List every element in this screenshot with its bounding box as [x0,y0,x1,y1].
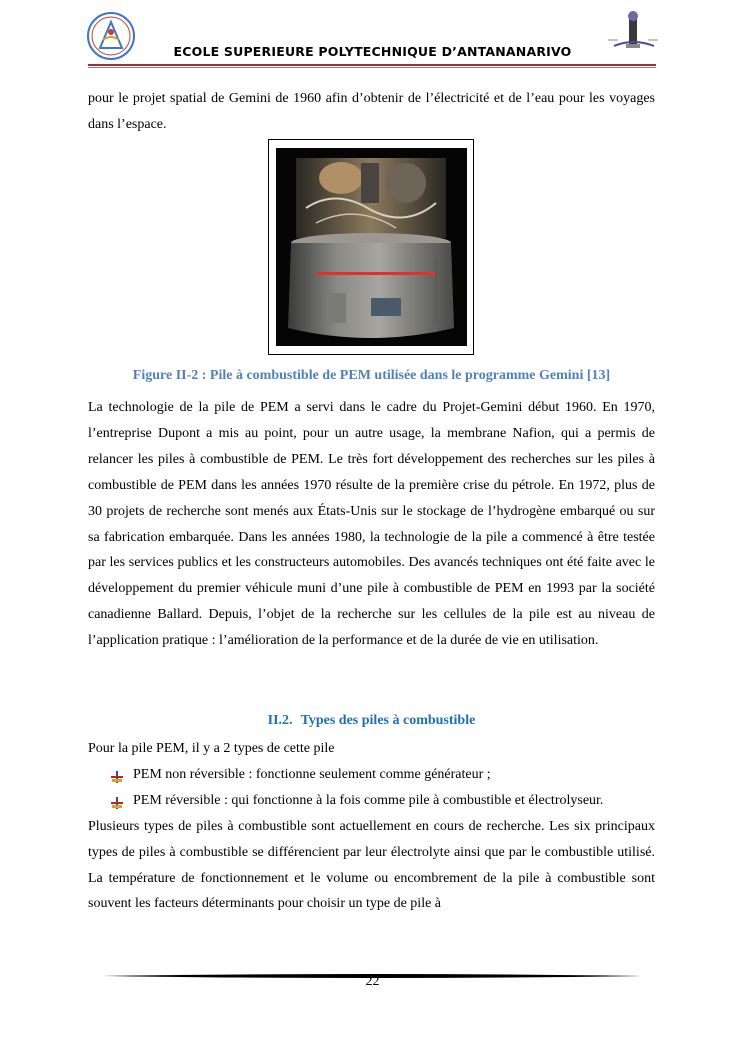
section-content [88,736,655,917]
list-intro: Pour la pile PEM, il y a 2 types de cette pile [88,741,335,756]
header-divider [88,64,656,68]
list-item [88,788,655,814]
section-heading [88,713,655,729]
bullet-marker-icon [110,768,124,782]
footer-divider [102,966,642,972]
list-item-text: PEM réversible : qui fonctionne à la fois comme pile à combustible et électrolyseur. [133,792,604,808]
closing-paragraph: Plusieurs types de piles à combustible sont actuellement en cours de recherche. Les six principaux types de piles à combustible se différencient par leur électrolyte ainsi que par le combustible utilisé. La température de fonctionnement et le volume ou encombrement de la pile à combustible sont souvent les facteurs déterminants pour choisir un type de pile à [88,818,655,912]
pem-fuel-cell-photo [276,148,467,346]
section-title: Types des piles à combustible [300,713,476,728]
list-item [88,762,655,788]
industrial-engineering-logo [604,8,662,56]
body-paragraph-container [88,395,655,654]
figure-caption: Figure II-2 : Pile à combustible de PEM utilisée dans le programme Gemini [13] [132,368,611,383]
list-item-text: PEM non réversible : fonctionne seulement comme générateur ; [133,766,491,782]
figure-frame [268,139,474,355]
bullet-marker-icon [110,794,124,808]
page-number: 22 [365,974,380,989]
body-paragraph: La technologie de la pile de PEM a servi dans le cadre du Projet-Gemini début 1960. En 1970, l’entreprise Dupont a mis au point, pour un autre usage, la membrane Nafion, qui a permis de relancer les piles à combustible de PEM. Le très fort développement des recherches sur les piles à combustible de PEM dans les années 1970 résulte de la première crise du pétrole. En 1972, plus de 30 projets de recherche sont menés aux États-Unis sur le stockage de l’hydrogène embarqué ou sur sa fabrication embarquée. Dans les années 1980, la technologie de la pile a commencé à être testée par les services publics et les constructeurs automobiles. Des avancés techniques ont été faite avec le développement du premier véhicule muni d’une pile à combustible de PEM en 1993 par la société canadienne Ballard. Depuis, l’objet de la recherche sur les cellules de la pile est au niveau de l’application pratique : l’amélioration de la performance et de la durée de vie en utilisation. [88,400,655,649]
intro-paragraph-container [88,86,655,138]
intro-paragraph: pour le projet spatial de Gemini de 1960 afin d’obtenir de l’électricité et de l’eau pour les voyages dans l’espace. [88,91,655,132]
header-title: ECOLE SUPERIEURE POLYTECHNIQUE D’ANTANANARIVO [173,44,572,59]
section-number: II.2. [267,713,293,728]
